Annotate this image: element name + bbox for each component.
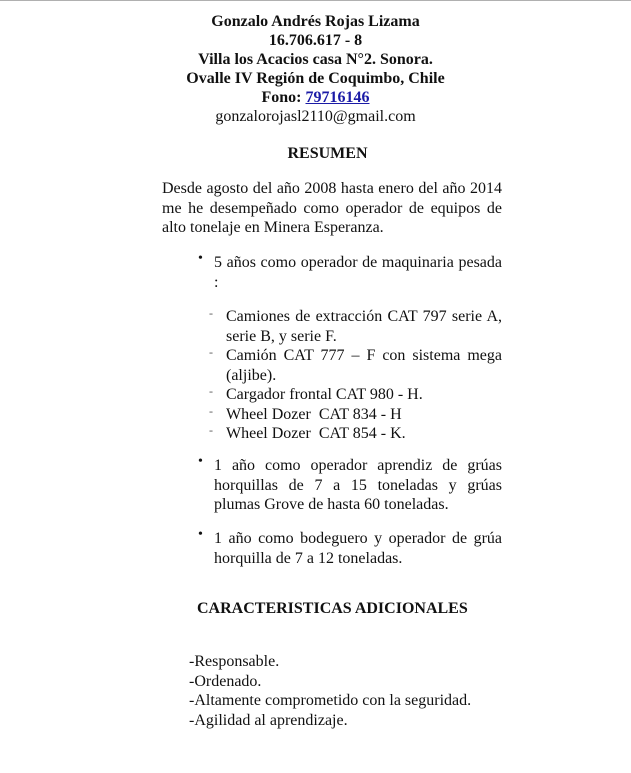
resumen-heading: RESUMEN: [287, 145, 368, 162]
machinery-item: [209, 385, 502, 405]
caracteristicas-heading: CARACTERISTICAS ADICIONALES: [197, 600, 468, 617]
bullet-text: 1 año como operador aprendiz de grúas horquillas de 7 a 15 toneladas y grúas plumas Grove de hasta 60 toneladas.: [214, 457, 502, 513]
bullet-text: 1 año como bodeguero y operador de grúa horquilla de 7 a 12 toneladas.: [214, 530, 502, 567]
machinery-item: [209, 424, 502, 444]
trait-item: -Agilidad al aprendizaje.: [189, 711, 348, 729]
contact-header: [0, 12, 631, 126]
bullet-dot-icon: •: [198, 251, 203, 266]
email: gonzalorojasl2110@gmail.com: [215, 108, 416, 125]
address: Villa los Acacios casa N°2. Sonora.: [198, 51, 433, 68]
machinery-item-text: Camiones de extracción CAT 797 serie A, serie B, y serie F.: [226, 308, 502, 345]
dash-icon: -: [209, 384, 213, 398]
dash-icon: -: [209, 345, 213, 359]
machinery-item: [209, 307, 502, 346]
machinery-list: [209, 307, 502, 444]
bullet-dot-icon: •: [198, 527, 203, 542]
rut-number: 16.706.617 - 8: [268, 32, 363, 49]
machinery-item-text: Cargador frontal CAT 980 - H.: [226, 386, 423, 403]
machinery-item-text: Wheel Dozer CAT 834 - H: [226, 405, 402, 423]
phone-link[interactable]: 79716146: [305, 89, 370, 106]
dash-icon: -: [209, 423, 213, 437]
dash-icon: -: [209, 306, 213, 320]
trait-item: -Responsable.: [189, 653, 280, 670]
summary-paragraph: Desde agosto del año 2008 hasta enero del año 2014 me he desempeñado como operador de equipos de alto tonelaje en Minera Esperanza.: [162, 180, 502, 236]
machinery-item: [209, 346, 502, 385]
traits-list: [189, 652, 471, 730]
machinery-item-text: Wheel Dozer CAT 854 - K.: [226, 425, 406, 442]
dash-icon: -: [209, 403, 213, 418]
phone-line: [0, 88, 631, 107]
bullet-text: 5 años como operador de maquinaria pesada :: [214, 254, 502, 291]
full-name: Gonzalo Andrés Rojas Lizama: [211, 13, 420, 30]
experience-bullet: [198, 456, 502, 515]
machinery-item: [209, 405, 502, 425]
experience-bullet: [198, 529, 502, 568]
machinery-item-text: Camión CAT 777 – F con sistema mega (aljibe).: [226, 347, 502, 384]
bullet-dot-icon: •: [198, 454, 203, 469]
trait-item: -Altamente comprometido con la seguridad.: [189, 692, 472, 709]
experience-bullet: [198, 253, 502, 292]
phone-label: Fono:: [261, 89, 306, 106]
city-region: Ovalle IV Región de Coquimbo, Chile: [186, 70, 445, 87]
trait-item: -Ordenado.: [189, 672, 262, 690]
